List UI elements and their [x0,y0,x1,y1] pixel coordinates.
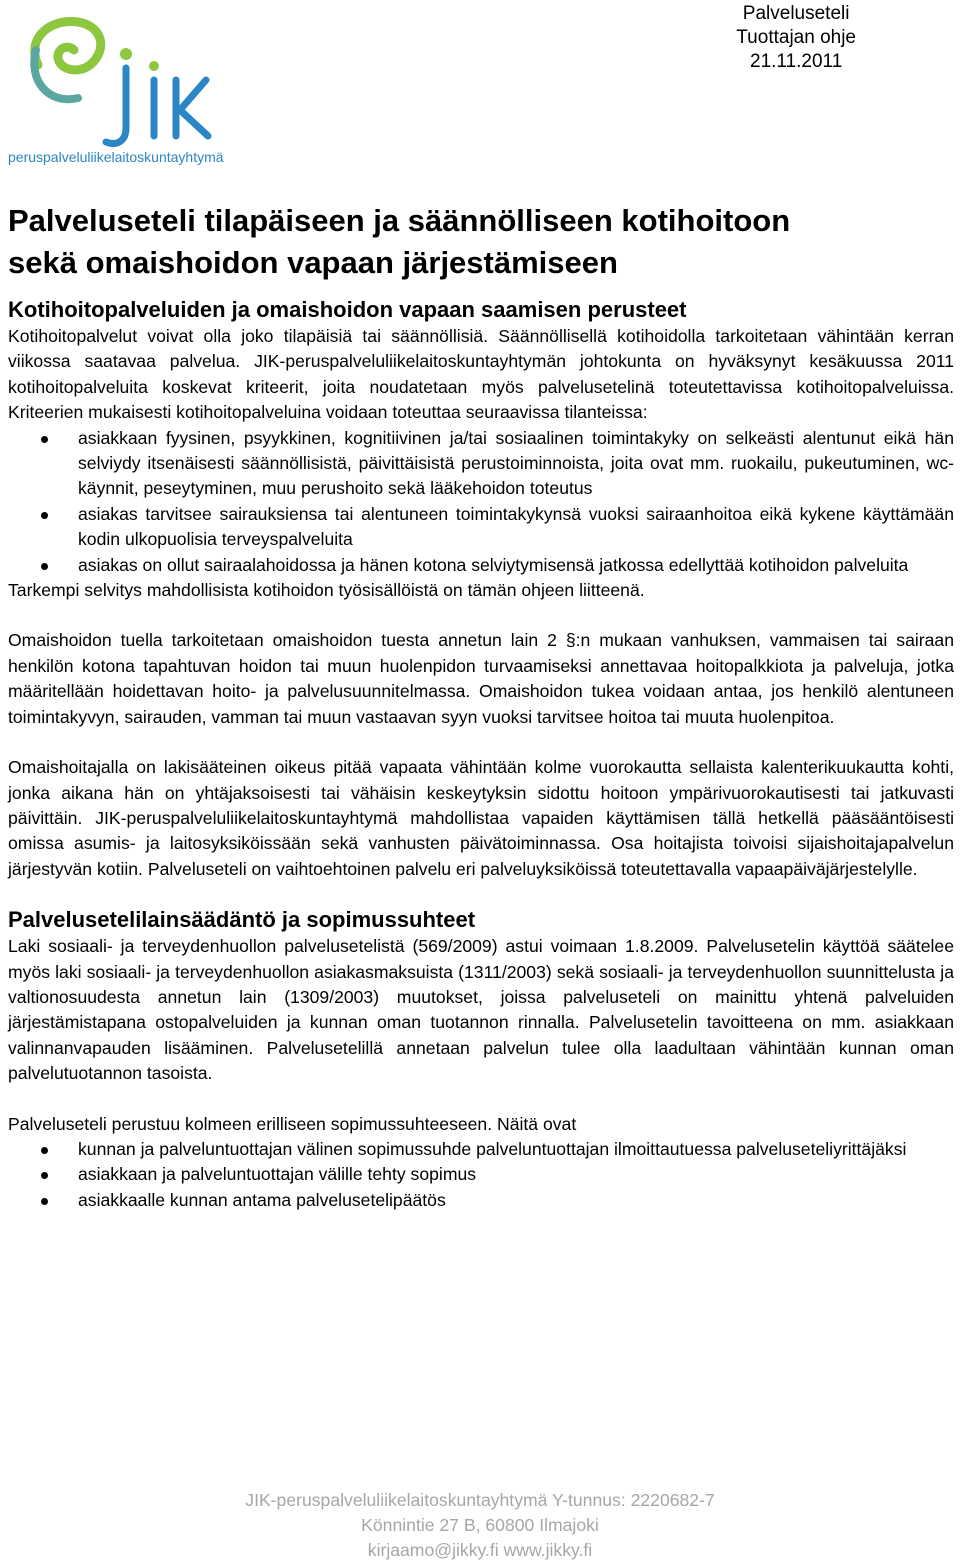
footer-org-id: JIK-peruspalveluliikelaitoskuntayhtymä Y-tunnus: 2220682-7 [245,1490,715,1510]
bullet-icon [41,1198,48,1205]
document-header-meta [736,2,856,74]
footer-contact: kirjaamo@jikky.fi www.jikky.fi [367,1540,593,1560]
jik-logo [8,10,228,170]
bullet-icon [41,436,48,443]
jik-logo-mark [8,10,228,170]
contracts-intro-paragraph: Palveluseteli perustuu kolmeen erilliseen sopimussuhteeseen. Näitä ovat [8,1113,577,1134]
legislation-paragraph: Laki sosiaali- ja terveydenhuollon palvelusetelistä (569/2009) astui voimaan 1.8.2009. Palvelusetelin käyttöä säätelee myös laki sosiaali- ja terveydenhuollon asiakasmaksuista (1311/2003) sekä sosiaali- ja terveydenhuollon suunnittelusta ja valtionosuudesta annetun lain (1309/2003) muutokset, joissa palveluseteli on mainittu yhtenä palveluiden järjestämistapana ostopalveluiden ja kunnan oman tuotannon rinnalla. Palvelusetelin tavoitteena on mm. asiakkaan valinnanvapauden lisääminen. Palvelusetelillä annetaan palvelun tulee olla laadultaan vähintään kunnan oman palvelutuotannon tasoista. [8,936,954,1084]
list-item: asiakkaan ja palveluntuottajan välille tehty sopimus [8,1162,954,1187]
bullet-icon [41,1172,48,1179]
omaishoito-paragraph-2: Omaishoitajalla on lakisääteinen oikeus pitää vapaata vähintään kolme vuorokautta sellaista kalenterikuukautta kohti, jonka aikana hän on yhtäjaksoisesti tai vähäisin keskeytyksin sidottu hoitoon ympärivuorokautisesti tai jatkuvasti päivittäin. JIK-peruspalveluliikelaitoskuntayhtymä mahdollistaa vapaiden käyttämisen tällä hetkellä pääsääntöisesti omissa asumis- ja laitosyksiköissään sekä vanhusten päivätoiminnassa. Osa hoitajista toivoisi sijaishoitajapalvelun järjestyvän kotiin. Palveluseteli on vaihtoehtoinen palvelu eri palveluyksiköissä toteutettavalla vapaapäiväjärjestelylle. [8,757,954,879]
list-item: asiakas tarvitsee sairauksiensa tai alentuneen toimintakykynsä vuoksi sairaanhoitoa eikä kykene käyttämään kodin ulkopuolisia terveyspalveluita [8,502,954,553]
bullet-icon [41,512,48,519]
section-heading-criteria: Kotihoitopalveluiden ja omaishoidon vapaan saamisen perusteet [8,297,687,322]
list-item: asiakas on ollut sairaalahoidossa ja hänen kotona selviytymisensä jatkossa edellyttää kotihoidon palveluita [8,553,954,578]
header-doc-name: Palveluseteli [742,3,850,24]
bullet-icon [41,563,48,570]
criteria-appendix-note: Tarkempi selvitys mahdollisista kotihoidon työsisällöistä on tämän ohjeen liitteenä. [8,580,645,601]
header-doc-date: 21.11.2011 [750,51,843,72]
logo-text: peruspalveluliikelaitoskuntayhtymä [8,149,224,165]
list-item: asiakkaan fyysinen, psyykkinen, kognitiivinen ja/tai sosiaalinen toimintakyky on selkeästi alentunut eikä hän selviydy itsenäisesti säännöllisistä, päivittäisistä perustoiminnoista, joita ovat mm. ruokailu, pukeutuminen, wc-käynnit, peseytyminen, muu perushoito sekä lääkehoidon toteutus [8,426,954,502]
document-footer [0,1488,960,1563]
section-heading-legislation: Palvelusetelilainsäädäntö ja sopimussuhteet [8,907,476,933]
criteria-intro-paragraph: Kotihoitopalvelut voivat olla joko tilapäisiä tai säännöllisiä. Säännöllisellä kotihoidolla tarkoitetaan vähintään kerran viikossa saatavaa palvelua. JIK-peruspalveluliikelaitoskuntayhtymän johtokunta on hyväksynyt kesäkuussa 2011 kotihoitopalveluita koskevat kriteerit, joita noudatetaan myös palvelusetelinä toteutettavissa kotihoitopalveluissa. Kriteerien mukaisesti kotihoitopalveluina voidaan toteuttaa seuraavissa tilanteissa: [8,326,954,423]
list-item: asiakkaalle kunnan antama palvelusetelipäätös [8,1188,954,1213]
document-title [8,200,954,284]
bullet-icon [41,1147,48,1154]
document-body [8,200,954,1213]
criteria-list [8,426,954,578]
contracts-list [8,1137,954,1213]
list-item: kunnan ja palveluntuottajan välinen sopimussuhde palveluntuottajan ilmoittautuessa palveluseteliyrittäjäksi [8,1137,954,1162]
omaishoito-paragraph-1: Omaishoidon tuella tarkoitetaan omaishoidon tuesta annetun lain 2 §:n mukaan vanhuksen, vammaisen tai sairaan henkilön kotona tapahtuvan hoidon tai muun huolenpidon turvaamiseksi annettavaa hoitopalkkiota ja palveluja, jotka määritellään hoidettavan hoito- ja palvelusuunnitelmassa. Omaishoidon tukea voidaan antaa, jos henkilö alentuneen toimintakyvyn, sairauden, vamman tai muun vastaavan syyn vuoksi tarvitsee hoitoa tai muuta huolenpitoa. [8,630,954,727]
header-doc-type: Tuottajan ohje [736,27,856,48]
document-title-line1: Palveluseteli tilapäiseen ja säännölliseen kotihoitoon [8,203,791,238]
document-title-line2: sekä omaishoidon vapaan järjestämiseen [8,245,618,280]
footer-address: Könnintie 27 B, 60800 Ilmajoki [361,1515,599,1535]
